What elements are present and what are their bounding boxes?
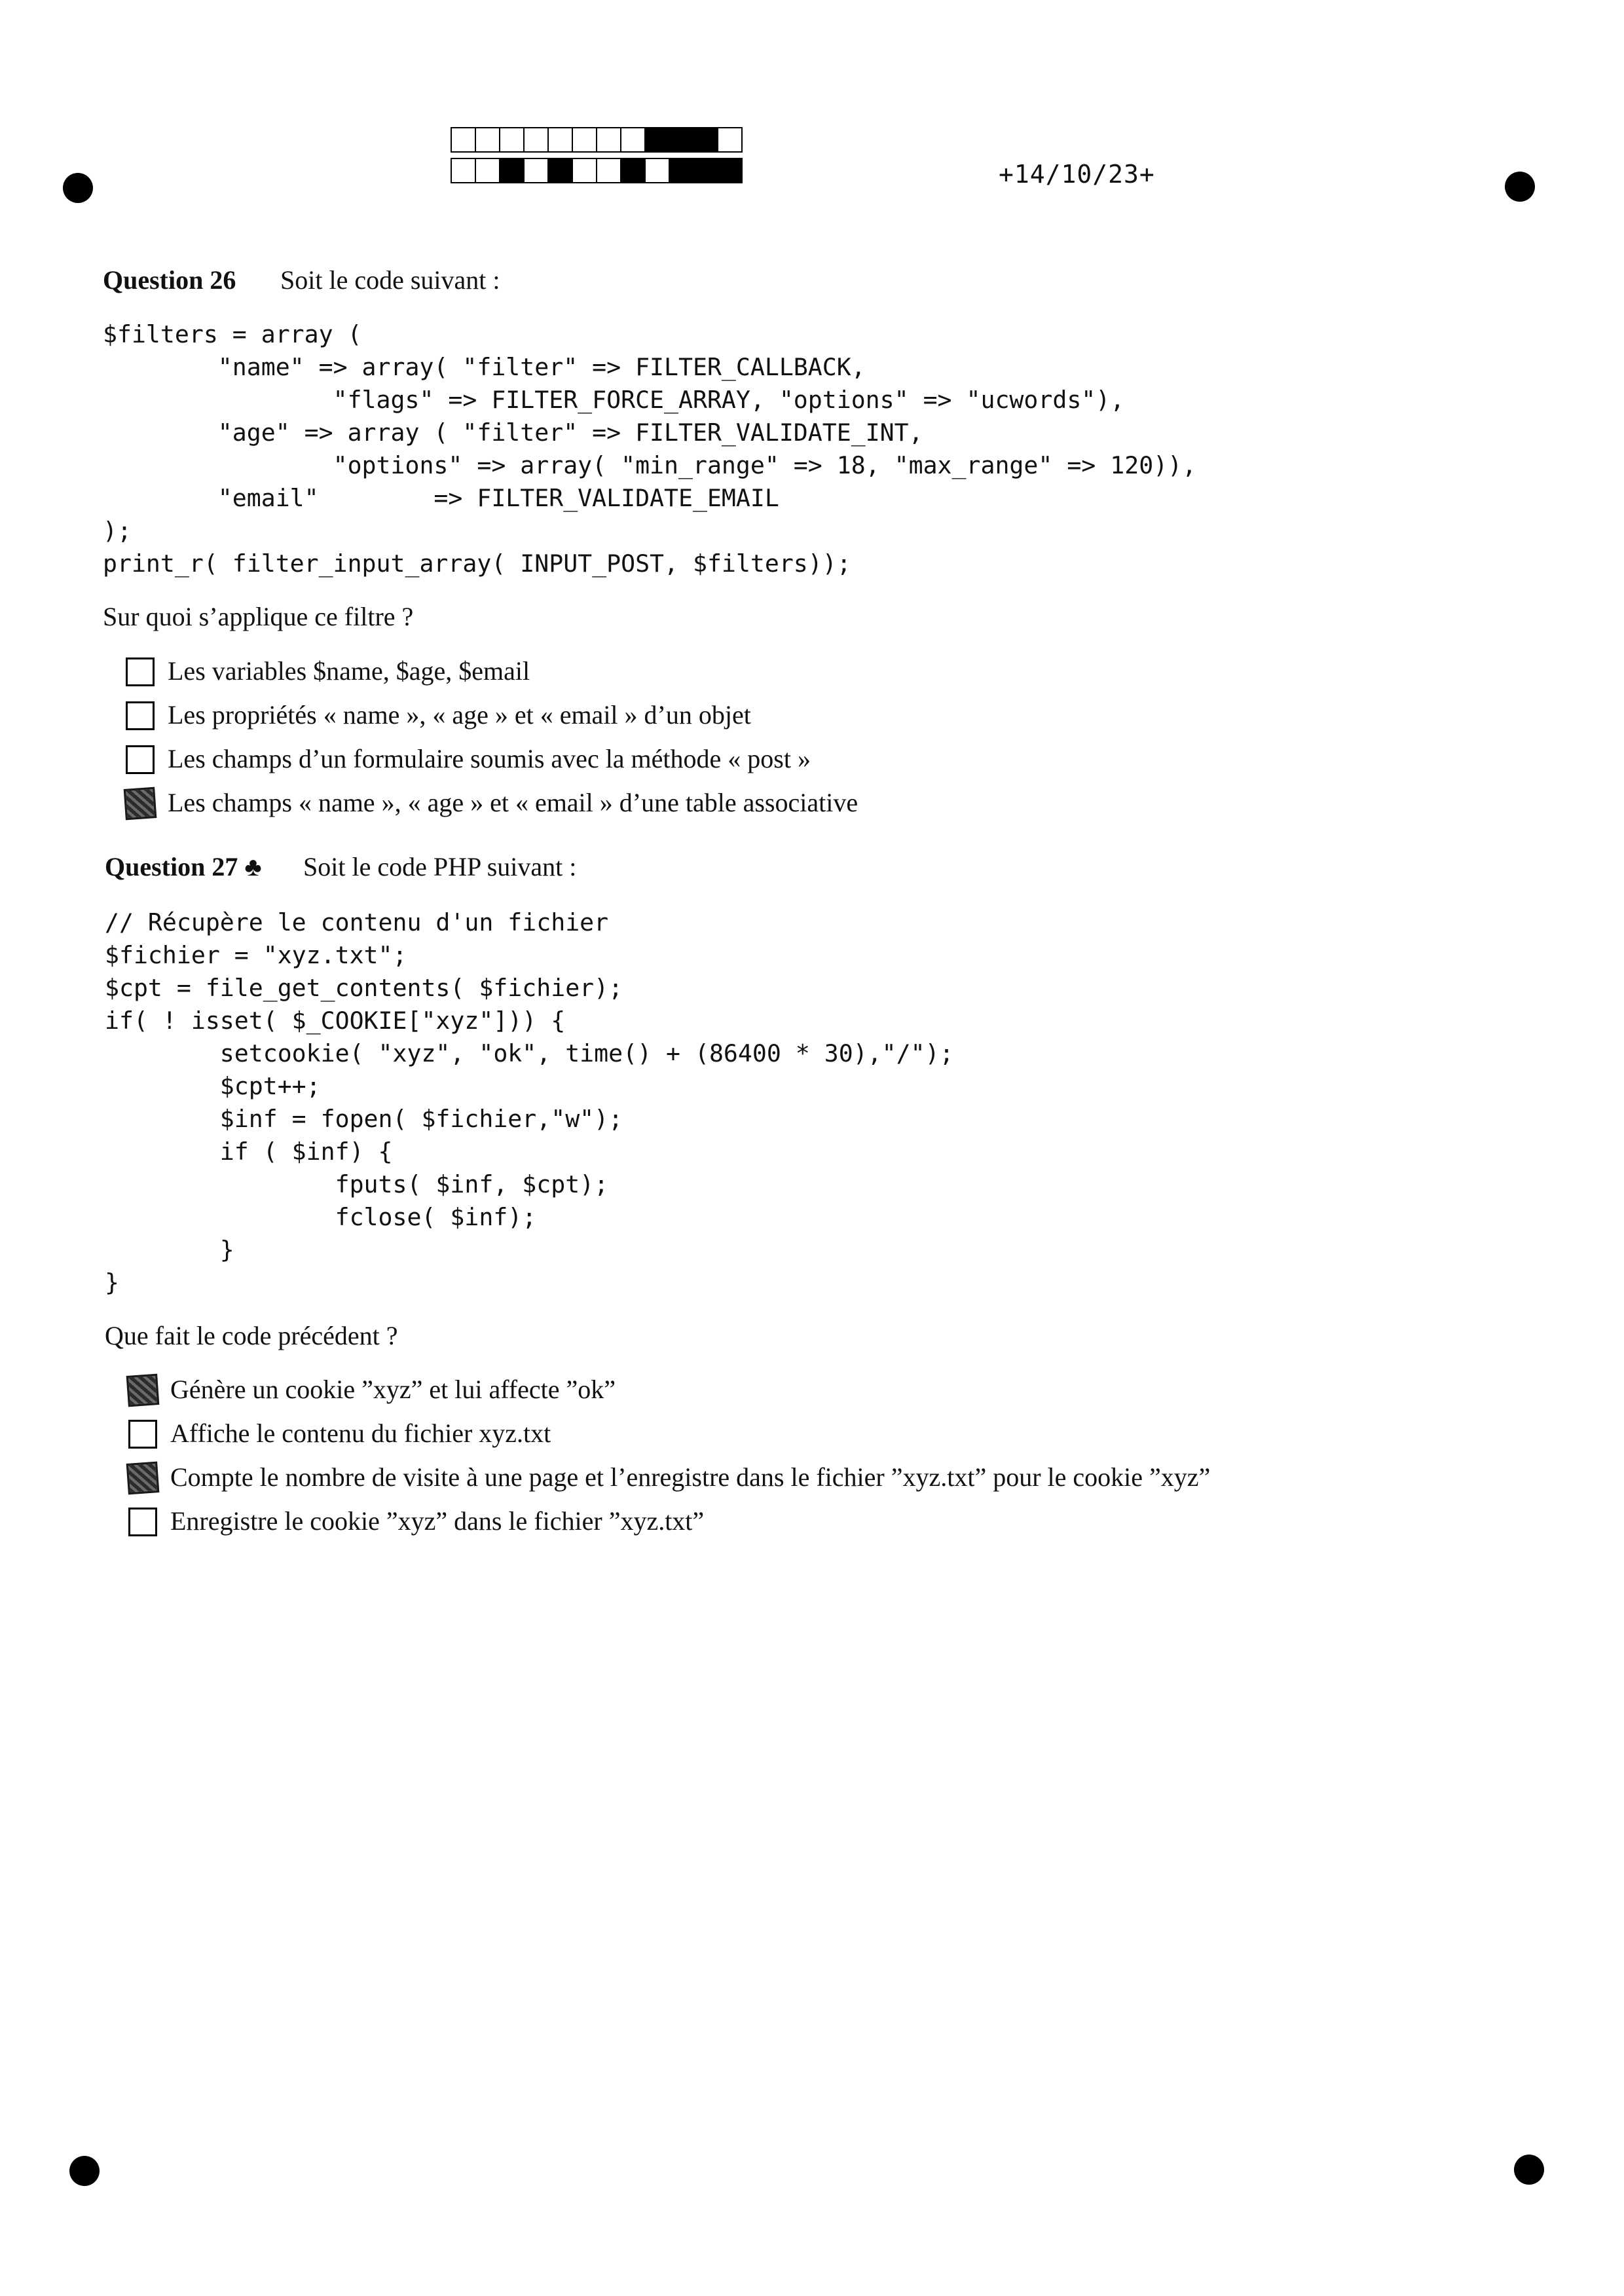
question-26-label: Question 26 xyxy=(103,265,236,295)
question-26-code: $filters = array ( "name" => array( "filter" => FILTER_CALLBACK, "flags" => FILTER_FORCE_ARRAY, "options" => "ucwords"), "age" => array ( "filter" => FILTER_VALIDATE_INT, "options" => array( "min_range" => 18, "max_range" => 120)), "email" => FILTER_VALIDATE_EMAIL ); print_r( filter_input_array( INPUT_POST, $filters)); xyxy=(103,320,1197,578)
barcode-cell xyxy=(717,158,743,183)
barcode-cell xyxy=(523,158,549,183)
page-id: +14/10/23+ xyxy=(999,160,1155,189)
registration-mark-bottom-right xyxy=(1514,2155,1544,2185)
question-26-text: Soit le code suivant : xyxy=(280,265,500,295)
answer-text: Les variables $name, $age, $email xyxy=(168,656,530,686)
barcode-cell xyxy=(596,127,621,153)
checkbox[interactable] xyxy=(128,1508,157,1536)
barcode-cell xyxy=(499,127,525,153)
answer-option[interactable] xyxy=(128,1461,1210,1505)
barcode-cell xyxy=(475,127,500,153)
question-27-code: // Récupère le contenu d'un fichier $fichier = "xyz.txt"; $cpt = file_get_contents( $fichier); if( ! isset( $_COOKIE["xyz"])) { setcookie( "xyz", "ok", time() + (86400 * 30),"/"); $cpt++; $inf = fopen( $fichier,"w"); if ( $inf) { fputs( $inf, $cpt); fclose( $inf); } } xyxy=(105,908,954,1297)
barcode-row-2 xyxy=(451,158,741,183)
answer-option[interactable] xyxy=(126,655,858,699)
barcode-cell xyxy=(572,127,597,153)
registration-mark-top-left xyxy=(63,173,93,203)
question-27-prompt: Que fait le code précédent ? xyxy=(105,1321,398,1350)
answer-option[interactable] xyxy=(126,699,858,743)
checkbox-checked[interactable] xyxy=(126,1374,160,1407)
answer-text: Génère un cookie ”xyz” et lui affecte ”ok” xyxy=(170,1375,616,1404)
answer-text: Affiche le contenu du fichier xyz.txt xyxy=(170,1418,551,1448)
barcode-cell xyxy=(620,127,646,153)
barcode-cell xyxy=(717,127,743,153)
barcode-cell xyxy=(499,158,525,183)
checkbox[interactable] xyxy=(126,701,155,730)
barcode-cell xyxy=(620,158,646,183)
answer-option[interactable] xyxy=(128,1417,1210,1461)
answer-text: Les champs « name », « age » et « email » d’une table associative xyxy=(168,788,858,817)
answer-option[interactable] xyxy=(126,743,858,787)
checkbox-checked[interactable] xyxy=(126,1462,160,1495)
answer-option[interactable] xyxy=(128,1505,1210,1549)
checkbox[interactable] xyxy=(126,745,155,774)
barcode-cell xyxy=(596,158,621,183)
barcode-cell xyxy=(523,127,549,153)
barcode-cell xyxy=(451,158,476,183)
checkbox-checked[interactable] xyxy=(124,787,157,821)
checkbox[interactable] xyxy=(126,657,155,686)
barcode-row-1 xyxy=(451,127,741,153)
question-27-text: Soit le code PHP suivant : xyxy=(303,852,577,881)
answer-text: Compte le nombre de visite à une page et l’enregistre dans le fichier ”xyz.txt” pour le cookie ”xyz” xyxy=(170,1462,1211,1492)
barcode-cell xyxy=(669,127,694,153)
barcode-cell xyxy=(547,158,573,183)
barcode-cell xyxy=(693,158,718,183)
question-26-header xyxy=(103,265,500,295)
question-27-header xyxy=(105,851,577,882)
answer-option[interactable] xyxy=(126,787,858,830)
barcode-cell xyxy=(644,158,670,183)
question-27-answers xyxy=(128,1373,1210,1549)
barcode-cell xyxy=(669,158,694,183)
barcode-cell xyxy=(451,127,476,153)
question-26-prompt: Sur quoi s’applique ce filtre ? xyxy=(103,602,414,631)
barcode-cell xyxy=(693,127,718,153)
barcode-cell xyxy=(644,127,670,153)
registration-mark-bottom-left xyxy=(69,2156,100,2186)
question-26-answers xyxy=(126,655,858,830)
answer-text: Enregistre le cookie ”xyz” dans le fichier ”xyz.txt” xyxy=(170,1506,705,1536)
registration-mark-top-right xyxy=(1505,172,1535,202)
answer-text: Les champs d’un formulaire soumis avec la méthode « post » xyxy=(168,744,811,773)
barcode-cell xyxy=(475,158,500,183)
answer-text: Les propriétés « name », « age » et « email » d’un objet xyxy=(168,700,751,730)
checkbox[interactable] xyxy=(128,1420,157,1449)
answer-option[interactable] xyxy=(128,1373,1210,1417)
barcode-cell xyxy=(572,158,597,183)
barcode-cell xyxy=(547,127,573,153)
question-27-label: Question 27 ♣ xyxy=(105,852,262,881)
